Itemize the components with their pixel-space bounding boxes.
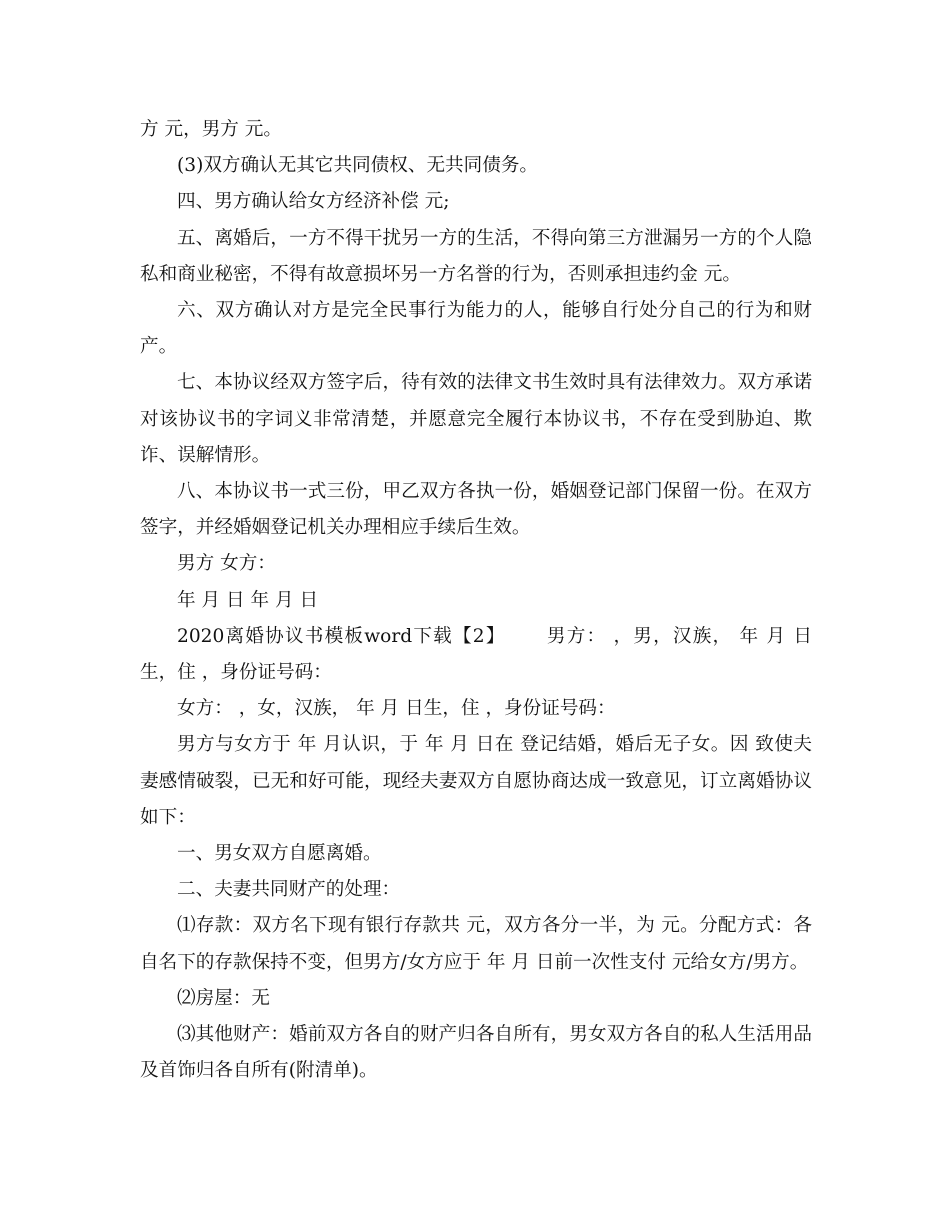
paragraph-16: ⑵房屋：无 (177, 987, 270, 1009)
document-body (140, 112, 812, 1089)
paragraph-12: 男方与女方于 年 月认识，于 年 月 日在 登记结婚，婚后无子女。因 致使夫妻感情破裂，已无和好可能，现经夫妻双方自愿协商达成一致意见，订立离婚协议如下： (140, 734, 812, 828)
paragraph-6: 七、本协议经双方签字后，待有效的法律文书生效时具有法律效力。双方承诺对该协议书的字词义非常清楚，并愿意完全履行本协议书，不存在受到胁迫、欺诈、误解情形。 (140, 372, 812, 466)
paragraph-13: 一、男女双方自愿离婚。 (177, 843, 382, 865)
paragraph-5: 六、双方确认对方是完全民事行为能力的人，能够自行处分自己的行为和财产。 (140, 300, 812, 358)
paragraph-15: ⑴存款：双方名下现有银行存款共 元，双方各分一半，为 元。分配方式：各自名下的存款保持不变，但男方/女方应于 年 月 日前一次性支付 元给女方/男方。 (140, 915, 812, 973)
paragraph-4: 五、离婚后，一方不得干扰另一方的生活，不得向第三方泄漏另一方的个人隐私和商业秘密，不得有故意损坏另一方名誉的行为，否则承担违约金 元。 (140, 227, 812, 285)
document-title: 2020离婚协议书模板word下载【2】 (177, 625, 506, 647)
heading-paragraph (140, 619, 812, 691)
paragraph-2: (3)双方确认无其它共同债权、无共同债务。 (177, 155, 539, 177)
paragraph-14: 二、夫妻共同财产的处理： (177, 879, 401, 901)
paragraph-17: ⑶其他财产：婚前双方各自的财产归各自所有，男女双方各自的私人生活用品及首饰归各自所有(附清单)。 (140, 1024, 812, 1082)
paragraph-11: 女方： ，女，汉族， 年 月 日生，住 ，身份证号码： (177, 698, 616, 720)
paragraph-7: 八、本协议书一式三份，甲乙双方各执一份，婚姻登记部门保留一份。在双方签字，并经婚姻登记机关办理相应手续后生效。 (140, 481, 812, 539)
heading-paragraph-text: 男方： ，男，汉族， 年 月 日生，住 ，身份证号码： (140, 625, 812, 684)
signature-line: 男方 女方： (177, 553, 276, 575)
paragraph-1: 方 元，男方 元。 (140, 119, 282, 140)
date-line: 年 月 日 年 月 日 (177, 589, 319, 611)
paragraph-3: 四、男方确认给女方经济补偿 元; (177, 191, 450, 213)
